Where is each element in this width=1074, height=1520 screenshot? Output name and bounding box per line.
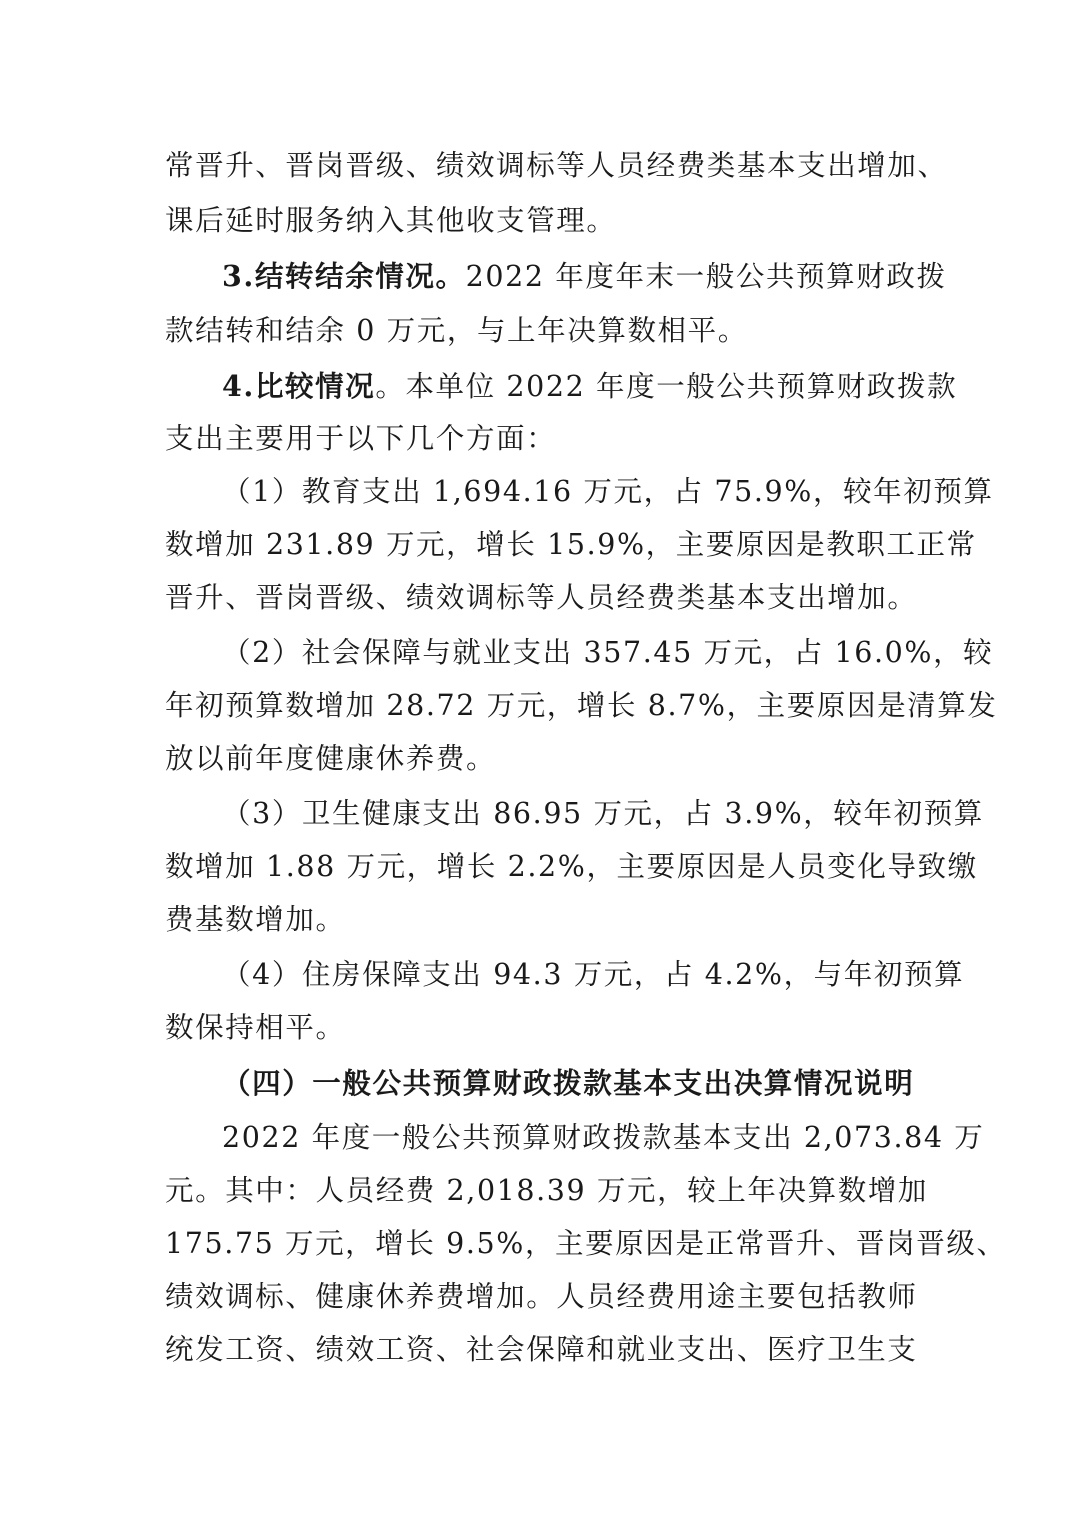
paragraph-line: 数增加 231.89 万元，增长 15.9%，主要原因是教职工正常 — [165, 528, 977, 561]
paragraph-line: 元。其中：人员经费 2,018.39 万元，较上年决算数增加 — [165, 1174, 929, 1207]
paragraph-line: 晋升、晋岗晋级、绩效调标等人员经费类基本支出增加。 — [165, 581, 918, 614]
section-3-title: 3.结转结余情况。 — [222, 259, 466, 293]
section-4-line — [222, 366, 957, 407]
paragraph-line: 课后延时服务纳入其他收支管理。 — [165, 204, 617, 237]
item-3-line: （3）卫生健康支出 86.95 万元，占 3.9%，较年初预算 — [222, 797, 984, 830]
paragraph-line: 统发工资、绩效工资、社会保障和就业支出、医疗卫生支 — [165, 1333, 918, 1366]
item-4-line: （4）住房保障支出 94.3 万元，占 4.2%，与年初预算 — [222, 958, 965, 991]
section-4-text: 。本单位 2022 年度一般公共预算财政拨款 — [375, 370, 958, 403]
item-1-line: （1）教育支出 1,694.16 万元，占 75.9%，较年初预算 — [222, 475, 994, 508]
section-3-line — [222, 256, 947, 297]
paragraph-line: 数增加 1.88 万元，增长 2.2%，主要原因是人员变化导致缴 — [165, 850, 978, 883]
paragraph-line: 数保持相平。 — [165, 1011, 346, 1044]
section-heading: （四）一般公共预算财政拨款基本支出决算情况说明 — [222, 1066, 915, 1100]
paragraph-line: 年初预算数增加 28.72 万元，增长 8.7%，主要原因是清算发 — [165, 689, 998, 722]
paragraph-line: 2022 年度一般公共预算财政拨款基本支出 2,073.84 万 — [222, 1121, 985, 1154]
paragraph-line: 支出主要用于以下几个方面： — [165, 422, 557, 455]
paragraph-line: 放以前年度健康休养费。 — [165, 742, 497, 775]
item-2-line: （2）社会保障与就业支出 357.45 万元，占 16.0%，较 — [222, 636, 994, 669]
section-3-text: 2022 年度年末一般公共预算财政拨 — [465, 260, 947, 293]
paragraph-line: 常晋升、晋岗晋级、绩效调标等人员经费类基本支出增加、 — [165, 149, 948, 182]
paragraph-line: 费基数增加。 — [165, 903, 346, 936]
section-4-title: 4.比较情况 — [222, 369, 376, 403]
paragraph-line: 绩效调标、健康休养费增加。人员经费用途主要包括教师 — [165, 1280, 918, 1313]
paragraph-line: 款结转和结余 0 万元，与上年决算数相平。 — [165, 314, 748, 347]
paragraph-line: 175.75 万元，增长 9.5%，主要原因是正常晋升、晋岗晋级、 — [165, 1227, 1007, 1260]
